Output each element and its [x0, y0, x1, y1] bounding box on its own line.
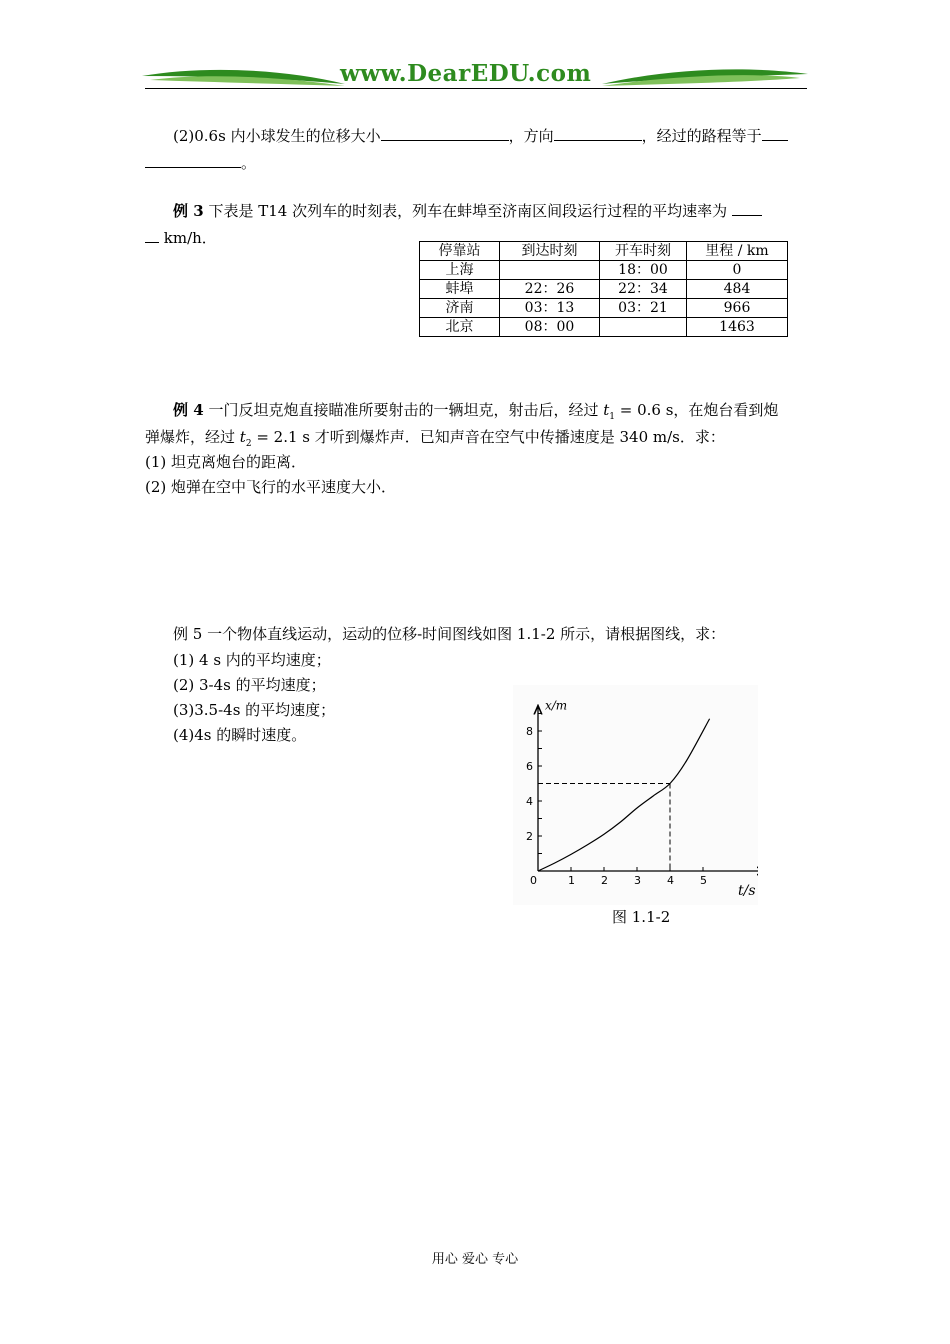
cell: 484	[687, 280, 788, 299]
ex3-line-2: km/h．	[145, 225, 807, 251]
header-rule	[145, 88, 807, 89]
cell: 北京	[420, 318, 500, 337]
cell: 上海	[420, 261, 500, 280]
x-tick-label: 1	[568, 874, 575, 887]
table-row	[420, 318, 788, 337]
x-tick-label: 2	[601, 874, 608, 887]
x-tick-label: 4	[667, 874, 674, 887]
blank-displacement[interactable]	[381, 126, 509, 141]
header-swoosh-left-icon	[140, 64, 350, 94]
blank-path-a[interactable]	[762, 126, 788, 141]
y-tick-label: 4	[526, 795, 533, 808]
ex3-line: 例 3 下表是 T14 次列车的时刻表，列车在蚌埠至济南区间段运行过程的平均速率为	[145, 198, 807, 224]
ex4-q1: (1) 坦克离炮台的距离．	[145, 453, 307, 471]
cell: 03：21	[600, 299, 687, 318]
ex5-q3: (3)3.5-4s 的平均速度；	[173, 701, 336, 719]
th-arrival: 到达时刻	[500, 242, 600, 261]
series-line-x-t	[538, 719, 710, 871]
y-tick-label: 2	[526, 830, 533, 843]
site-title: www.DearEDU.com	[340, 60, 592, 87]
cell: 22：34	[600, 280, 687, 299]
x-axis-label: t/s	[738, 883, 756, 899]
blank-avg-speed-a[interactable]	[732, 201, 762, 216]
q2-line-2: 。	[145, 150, 807, 176]
x-tick-label: 0	[530, 874, 537, 887]
x-tick-label: 3	[634, 874, 641, 887]
ex5-q1: (1) 4 s 内的平均速度；	[173, 651, 331, 669]
ex5-intro: 例 5 一个物体直线运动，运动的位移-时间图线如图 1.1-2 所示，请根据图线，求：	[173, 625, 726, 643]
ex4-q2: (2) 炮弹在空中飞行的水平速度大小．	[145, 478, 397, 496]
ex3-label: 例 3	[173, 202, 204, 220]
figure-caption: 图 1.1-2	[612, 908, 671, 926]
ex4-line-2: 弹爆炸，经过 $t_2 = 2.1$ s 才听到爆炸声．已知声音在空气中传播速度是 340 m/s．求：	[145, 428, 725, 449]
cell: 08：00	[500, 318, 600, 337]
ex5-q2: (2) 3-4s 的平均速度；	[173, 676, 326, 694]
cell: 18：00	[600, 261, 687, 280]
x-tick-label: 5	[700, 874, 707, 887]
cell: 0	[687, 261, 788, 280]
y-tick-label: 6	[526, 760, 533, 773]
ex4-label: 例 4	[173, 401, 204, 419]
blank-direction[interactable]	[554, 126, 642, 141]
cell: 济南	[420, 299, 500, 318]
cell: 22：26	[500, 280, 600, 299]
cell	[600, 318, 687, 337]
cell: 03：13	[500, 299, 600, 318]
ex4-line-1: 例 4 一门反坦克炮直接瞄准所要射击的一辆坦克，射击后，经过 $t_1 = 0.6$ s，在炮台看到炮	[173, 401, 779, 422]
header-banner	[140, 58, 810, 98]
cell: 966	[687, 299, 788, 318]
cell	[500, 261, 600, 280]
blank-path-b[interactable]	[145, 153, 241, 168]
y-tick-label: 8	[526, 725, 533, 738]
q2-line: (2)0.6s 内小球发生的位移大小 ，方向 ，经过的路程等于	[145, 123, 807, 149]
timetable	[419, 241, 788, 337]
th-distance: 里程 / km	[687, 242, 788, 261]
table-row	[420, 299, 788, 318]
ex5-q4: (4)4s 的瞬时速度。	[173, 726, 307, 744]
xt-chart	[513, 685, 758, 905]
header-swoosh-right-icon	[600, 64, 810, 94]
cell: 蚌埠	[420, 280, 500, 299]
y-axis-label: x/m	[545, 698, 568, 713]
timetable-header-row	[420, 242, 788, 261]
blank-avg-speed-b[interactable]	[145, 228, 159, 243]
cell: 1463	[687, 318, 788, 337]
table-row	[420, 280, 788, 299]
table-row	[420, 261, 788, 280]
th-station: 停靠站	[420, 242, 500, 261]
th-depart: 开车时刻	[600, 242, 687, 261]
footer: 用心 爱心 专心	[431, 1252, 519, 1267]
